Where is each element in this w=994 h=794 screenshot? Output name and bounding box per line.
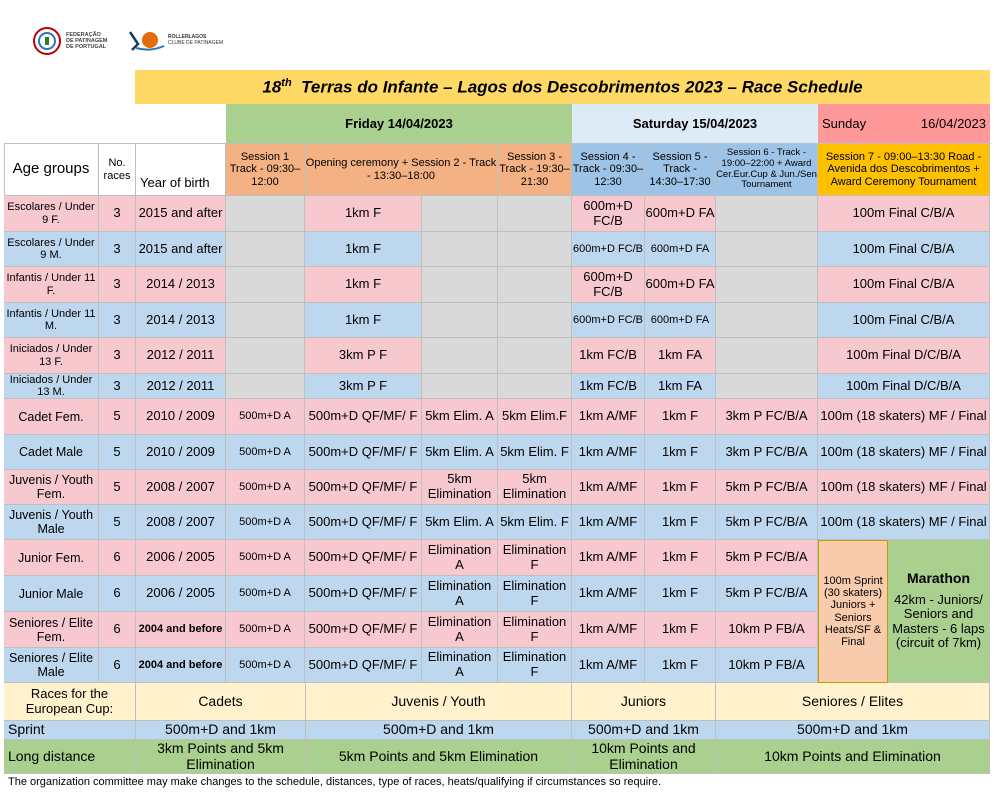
- header-session-5: Session 5 - Track - 14:30–17:30: [645, 144, 716, 196]
- marathon-text: 42km - Juniors/ Seniors and Masters - 6 laps (circuit of 7km): [892, 591, 985, 651]
- session-4-cell: 600m+D FC/B: [572, 303, 645, 338]
- num-races-cell: 6: [99, 576, 136, 612]
- session-6-cell: 10km P FB/A: [716, 612, 818, 648]
- session-2-cell: 3km P F: [305, 338, 422, 374]
- session-5-cell: 1km FA: [645, 374, 716, 399]
- session-3a-cell: [422, 303, 498, 338]
- eurocup-label: Races for the European Cup:: [4, 683, 136, 721]
- session-4-cell: 1km A/MF: [572, 505, 645, 540]
- age-group-cell: Juvenis / Youth Fem.: [4, 470, 99, 505]
- session-7-cell: 100m Final C/B/A: [818, 303, 990, 338]
- header-session-7: Session 7 - 09:00–13:30 Road - Avenida dos Descobrimentos + Award Ceremony Tournament: [818, 144, 990, 196]
- title-text: Terras do Infante – Lagos dos Descobrimentos 2023 – Race Schedule: [301, 77, 863, 97]
- num-races-cell: 5: [99, 505, 136, 540]
- session-4-cell: 600m+D FC/B: [572, 267, 645, 303]
- session-6-cell: [716, 374, 818, 399]
- year-of-birth-cell: 2012 / 2011: [136, 338, 226, 374]
- num-races-cell: 5: [99, 470, 136, 505]
- session-3a-cell: [422, 374, 498, 399]
- year-of-birth-cell: 2006 / 2005: [136, 576, 226, 612]
- session-1-cell: 500m+D A: [226, 612, 305, 648]
- day-sunday: [818, 104, 990, 144]
- day-saturday: Saturday 15/04/2023: [572, 104, 818, 144]
- session-1-cell: 500m+D A: [226, 540, 305, 576]
- session-5-cell: 1km F: [645, 576, 716, 612]
- rollerlagos-logo: [126, 26, 223, 54]
- session-4-cell: 1km A/MF: [572, 648, 645, 683]
- session-2-cell: 500m+D QF/MF/ F: [305, 576, 422, 612]
- rollerlagos-logo-line1: ROLLERLAGOS: [168, 34, 207, 40]
- session-1-cell: 500m+D A: [226, 576, 305, 612]
- year-of-birth-cell: 2010 / 2009: [136, 435, 226, 470]
- session-6-cell: 3km P FC/B/A: [716, 399, 818, 435]
- age-group-cell: Infantis / Under 11 M.: [4, 303, 99, 338]
- session-3b-cell: Elimination F: [498, 576, 572, 612]
- session-3b-cell: 5km Elim.F: [498, 399, 572, 435]
- year-of-birth-cell: 2015 and after: [136, 196, 226, 232]
- sunday-marathon-cell: [888, 540, 990, 683]
- session-3b-cell: [498, 196, 572, 232]
- session-7-cell: 100m (18 skaters) MF / Final: [818, 470, 990, 505]
- session-5-cell: 600m+D FA: [645, 232, 716, 267]
- session-5-cell: 600m+D FA: [645, 303, 716, 338]
- session-5-cell: 1km FA: [645, 338, 716, 374]
- session-1-cell: [226, 267, 305, 303]
- session-4-cell: 600m+D FC/B: [572, 232, 645, 267]
- session-6-cell: 5km P FC/B/A: [716, 505, 818, 540]
- session-3b-cell: [498, 232, 572, 267]
- session-4-cell: 1km A/MF: [572, 435, 645, 470]
- age-group-cell: Escolares / Under 9 M.: [4, 232, 99, 267]
- session-6-cell: 5km P FC/B/A: [716, 470, 818, 505]
- session-3a-cell: [422, 338, 498, 374]
- session-7-cell: 100m (18 skaters) MF / Final: [818, 505, 990, 540]
- num-races-cell: 5: [99, 399, 136, 435]
- year-of-birth-cell: 2004 and before: [136, 612, 226, 648]
- session-6-cell: [716, 338, 818, 374]
- eurocup-sprint-youth: 500m+D and 1km: [306, 721, 572, 740]
- age-group-cell: Infantis / Under 11 F.: [4, 267, 99, 303]
- session-7-cell: 100m Final D/C/B/A: [818, 374, 990, 399]
- session-6-cell: 3km P FC/B/A: [716, 435, 818, 470]
- session-4-cell: 1km A/MF: [572, 399, 645, 435]
- marathon-title: Marathon: [907, 570, 970, 587]
- eurocup-category-juniors: Juniors: [572, 683, 716, 721]
- session-3b-cell: Elimination F: [498, 648, 572, 683]
- age-group-cell: Junior Male: [4, 576, 99, 612]
- session-3b-cell: [498, 267, 572, 303]
- num-races-cell: 3: [99, 303, 136, 338]
- num-races-cell: 5: [99, 435, 136, 470]
- fpp-logo: [32, 26, 107, 56]
- eurocup-category-cadets: Cadets: [136, 683, 306, 721]
- age-group-cell: Escolares / Under 9 F.: [4, 196, 99, 232]
- session-3a-cell: Elimination A: [422, 576, 498, 612]
- age-group-cell: Junior Fem.: [4, 540, 99, 576]
- session-4-cell: 1km A/MF: [572, 612, 645, 648]
- session-1-cell: [226, 303, 305, 338]
- year-of-birth-cell: 2004 and before: [136, 648, 226, 683]
- session-1-cell: [226, 232, 305, 267]
- session-3a-cell: Elimination A: [422, 648, 498, 683]
- session-7-cell: 100m Final C/B/A: [818, 232, 990, 267]
- session-6-cell: 5km P FC/B/A: [716, 540, 818, 576]
- header-year-of-birth: Year of birth: [136, 144, 226, 196]
- fpp-logo-line2: DE PATINAGEM: [66, 37, 108, 44]
- session-6-cell: [716, 196, 818, 232]
- year-of-birth-cell: 2006 / 2005: [136, 540, 226, 576]
- session-4-cell: 1km A/MF: [572, 470, 645, 505]
- session-2-cell: 500m+D QF/MF/ F: [305, 399, 422, 435]
- session-2-cell: 500m+D QF/MF/ F: [305, 648, 422, 683]
- session-7-cell: 100m Final C/B/A: [818, 267, 990, 303]
- eurocup-long-juniors: 10km Points and Elimination: [572, 740, 716, 774]
- session-3a-cell: Elimination A: [422, 612, 498, 648]
- age-group-cell: Cadet Fem.: [4, 399, 99, 435]
- session-1-cell: [226, 196, 305, 232]
- session-5-cell: 1km F: [645, 470, 716, 505]
- session-2-cell: 500m+D QF/MF/ F: [305, 540, 422, 576]
- session-4-cell: 1km FC/B: [572, 374, 645, 399]
- eurocup-long-youth: 5km Points and 5km Elimination: [306, 740, 572, 774]
- header-session-2: Opening ceremony + Session 2 - Track - 13:30–18:00: [305, 144, 498, 196]
- session-5-cell: 1km F: [645, 435, 716, 470]
- eurocup-sprint-label: Sprint: [4, 721, 136, 740]
- header-session-3: Session 3 - Track - 19:30–21:30: [498, 144, 572, 196]
- eurocup-category-seniores: Seniores / Elites: [716, 683, 990, 721]
- num-races-cell: 6: [99, 648, 136, 683]
- age-group-cell: Cadet Male: [4, 435, 99, 470]
- session-1-cell: 500m+D A: [226, 435, 305, 470]
- session-1-cell: 500m+D A: [226, 648, 305, 683]
- session-6-cell: [716, 232, 818, 267]
- session-3a-cell: [422, 232, 498, 267]
- header-age-groups: Age groups: [4, 144, 99, 196]
- year-of-birth-cell: 2008 / 2007: [136, 470, 226, 505]
- session-6-cell: [716, 267, 818, 303]
- num-races-cell: 3: [99, 267, 136, 303]
- day-friday: Friday 14/04/2023: [226, 104, 572, 144]
- day-sunday-date: 16/04/2023: [920, 115, 986, 131]
- session-2-cell: 3km P F: [305, 374, 422, 399]
- session-4-cell: 1km A/MF: [572, 540, 645, 576]
- header-session-6: Session 6 - Track - 19:00–22:00 + Award Cer.Eur.Cup & Jun./Sen Tournament: [716, 144, 818, 196]
- session-3b-cell: 5km Elim. F: [498, 435, 572, 470]
- session-5-cell: 1km F: [645, 399, 716, 435]
- session-3b-cell: Elimination F: [498, 612, 572, 648]
- year-of-birth-cell: 2014 / 2013: [136, 267, 226, 303]
- fpp-logo-line1: FEDERAÇÃO: [66, 31, 101, 38]
- session-6-cell: [716, 303, 818, 338]
- session-5-cell: 1km F: [645, 612, 716, 648]
- eurocup-category-youth: Juvenis / Youth: [306, 683, 572, 721]
- session-3a-cell: 5km Elim. A: [422, 435, 498, 470]
- skater-logo-icon: [126, 26, 166, 54]
- session-2-cell: 1km F: [305, 303, 422, 338]
- session-2-cell: 500m+D QF/MF/ F: [305, 505, 422, 540]
- session-1-cell: 500m+D A: [226, 470, 305, 505]
- rollerlagos-logo-line2: CLUBE DE PATINAGEM: [168, 40, 224, 46]
- fpp-logo-line3: DE PORTUGAL: [66, 44, 107, 51]
- eurocup-sprint-seniores: 500m+D and 1km: [716, 721, 990, 740]
- header-no-races: No. races: [99, 144, 136, 196]
- age-group-cell: Seniores / Elite Fem.: [4, 612, 99, 648]
- year-of-birth-cell: 2012 / 2011: [136, 374, 226, 399]
- session-3b-cell: [498, 303, 572, 338]
- footer-note: The organization committee may make changes to the schedule, distances, type of races, heats/qualifying if circumstances so require.: [8, 775, 661, 788]
- fpp-emblem-icon: [32, 26, 62, 56]
- session-3b-cell: 5km Elimination: [498, 470, 572, 505]
- num-races-cell: 6: [99, 612, 136, 648]
- session-3a-cell: 5km Elim. A: [422, 399, 498, 435]
- year-of-birth-cell: 2008 / 2007: [136, 505, 226, 540]
- session-2-cell: 1km F: [305, 196, 422, 232]
- session-3b-cell: [498, 338, 572, 374]
- session-3b-cell: Elimination F: [498, 540, 572, 576]
- eurocup-long-seniores: 10km Points and Elimination: [716, 740, 990, 774]
- header-session-1: Session 1 Track - 09:30–12:00: [226, 144, 305, 196]
- session-1-cell: [226, 374, 305, 399]
- num-races-cell: 3: [99, 232, 136, 267]
- session-7-cell: 100m (18 skaters) MF / Final: [818, 399, 990, 435]
- session-3a-cell: [422, 196, 498, 232]
- session-2-cell: 500m+D QF/MF/ F: [305, 435, 422, 470]
- eurocup-sprint-juniors: 500m+D and 1km: [572, 721, 716, 740]
- session-3a-cell: [422, 267, 498, 303]
- age-group-cell: Iniciados / Under 13 M.: [4, 374, 99, 399]
- session-3a-cell: Elimination A: [422, 540, 498, 576]
- title-ordinal: 18: [262, 77, 282, 97]
- session-6-cell: 5km P FC/B/A: [716, 576, 818, 612]
- session-1-cell: [226, 338, 305, 374]
- session-4-cell: 1km A/MF: [572, 576, 645, 612]
- age-group-cell: Juvenis / Youth Male: [4, 505, 99, 540]
- session-5-cell: 1km F: [645, 505, 716, 540]
- session-7-cell: 100m (18 skaters) MF / Final: [818, 435, 990, 470]
- session-5-cell: 600m+D FA: [645, 267, 716, 303]
- age-group-cell: Seniores / Elite Male: [4, 648, 99, 683]
- num-races-cell: 6: [99, 540, 136, 576]
- year-of-birth-cell: 2010 / 2009: [136, 399, 226, 435]
- num-races-cell: 3: [99, 374, 136, 399]
- session-2-cell: 1km F: [305, 267, 422, 303]
- session-6-cell: 10km P FB/A: [716, 648, 818, 683]
- eurocup-sprint-cadets: 500m+D and 1km: [136, 721, 306, 740]
- session-2-cell: 500m+D QF/MF/ F: [305, 470, 422, 505]
- session-5-cell: 600m+D FA: [645, 196, 716, 232]
- session-3b-cell: [498, 374, 572, 399]
- session-3a-cell: 5km Elim. A: [422, 505, 498, 540]
- year-of-birth-cell: 2015 and after: [136, 232, 226, 267]
- num-races-cell: 3: [99, 196, 136, 232]
- title-ordinal-suffix: th: [281, 77, 292, 90]
- session-1-cell: 500m+D A: [226, 505, 305, 540]
- session-2-cell: 1km F: [305, 232, 422, 267]
- session-1-cell: 500m+D A: [226, 399, 305, 435]
- session-5-cell: 1km F: [645, 648, 716, 683]
- day-sunday-label: Sunday: [822, 115, 867, 131]
- session-5-cell: 1km F: [645, 540, 716, 576]
- session-3a-cell: 5km Elimination: [422, 470, 498, 505]
- page-title: [135, 70, 990, 104]
- age-group-cell: Iniciados / Under 13 F.: [4, 338, 99, 374]
- eurocup-long-cadets: 3km Points and 5km Elimination: [136, 740, 306, 774]
- session-7-cell: 100m Final D/C/B/A: [818, 338, 990, 374]
- eurocup-long-label: Long distance: [4, 740, 136, 774]
- session-7-cell: 100m Final C/B/A: [818, 196, 990, 232]
- session-3b-cell: 5km Elim. F: [498, 505, 572, 540]
- session-4-cell: 1km FC/B: [572, 338, 645, 374]
- header-session-4: Session 4 - Track - 09:30–12:30: [572, 144, 645, 196]
- sunday-sprint-cell: 100m Sprint (30 skaters) Juniors + Seniors Heats/SF & Final: [818, 540, 888, 683]
- session-4-cell: 600m+D FC/B: [572, 196, 645, 232]
- year-of-birth-cell: 2014 / 2013: [136, 303, 226, 338]
- session-2-cell: 500m+D QF/MF/ F: [305, 612, 422, 648]
- num-races-cell: 3: [99, 338, 136, 374]
